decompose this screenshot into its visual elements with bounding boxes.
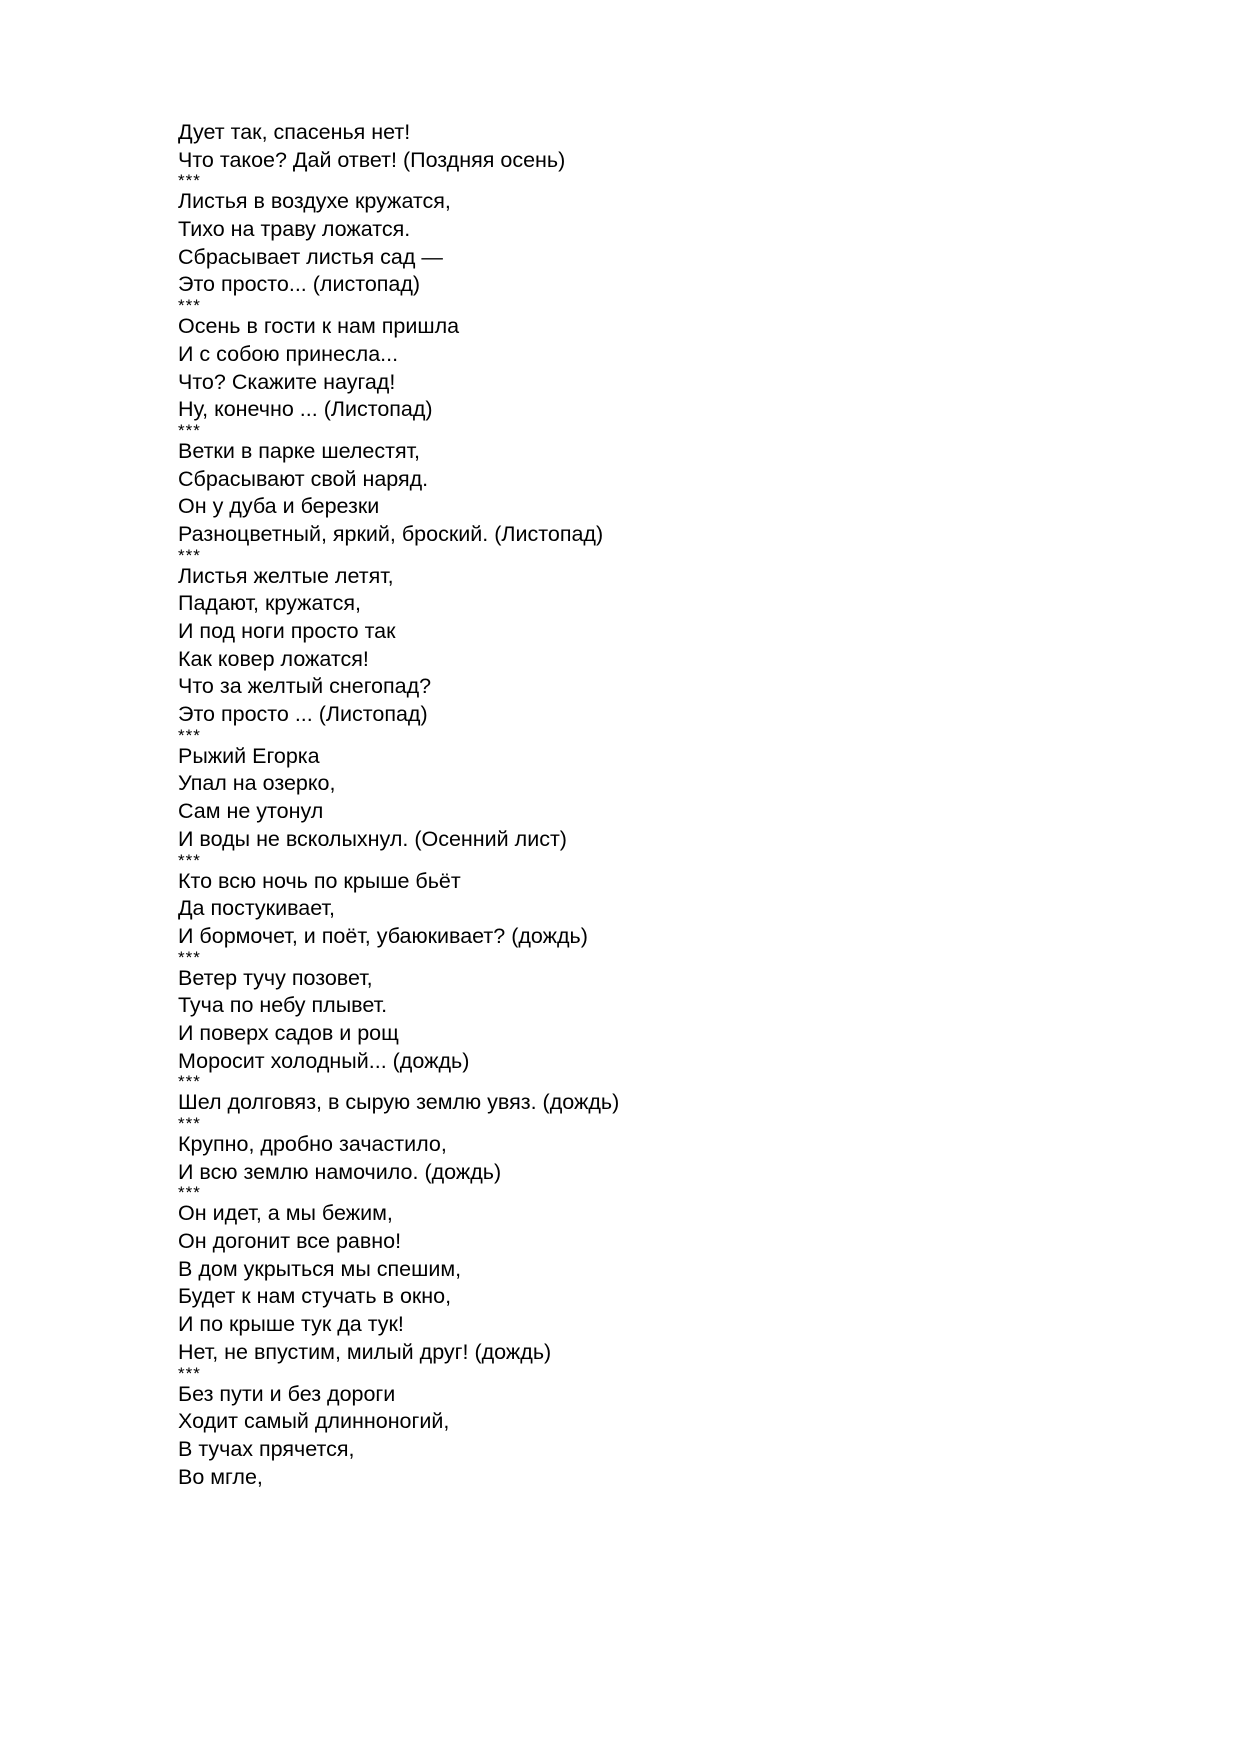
riddle-block [178, 743, 1078, 854]
text-line: Листья в воздухе кружатся, [178, 189, 451, 214]
text-line: Он догонит все равно! [178, 1229, 402, 1254]
text-line: Будет к нам стучать в окно, [178, 1284, 452, 1309]
riddle-block [178, 965, 1078, 1076]
separator: *** [178, 1363, 201, 1383]
text-line: Упал на озерко, [178, 771, 336, 796]
separator: *** [178, 850, 201, 870]
text-line: Осень в гости к нам пришла [178, 314, 460, 339]
text-line: Тихо на траву ложатся. [178, 217, 411, 242]
text-line: В тучах прячется, [178, 1436, 355, 1461]
riddle-block [178, 1200, 1078, 1366]
text-line: И воды не всколыхнул. (Осенний лист) [178, 826, 567, 851]
text-line: Разноцветный, яркий, броский. (Листопад) [178, 521, 604, 546]
text-line: Что? Скажите наугад! [178, 369, 396, 394]
text-line: И по крыше тук да тук! [178, 1312, 404, 1337]
text-line: В дом укрыться мы спешим, [178, 1256, 462, 1281]
separator: *** [178, 545, 201, 565]
riddle-block [178, 438, 1078, 549]
text-line: И поверх садов и рощ [178, 1020, 399, 1045]
riddle-block [178, 1131, 1078, 1186]
separator: *** [178, 171, 201, 191]
text-line: Сам не утонул [178, 799, 324, 824]
riddle-block [178, 119, 1078, 174]
text-line: Кто всю ночь по крыше бьёт [178, 868, 461, 893]
text-line: И бормочет, и поёт, убаюкивает? (дождь) [178, 923, 588, 948]
text-line: Листья желтые летят, [178, 563, 394, 588]
riddle-block [178, 188, 1078, 299]
text-line: Что за желтый снегопад? [178, 674, 432, 699]
text-line: Ветки в парке шелестят, [178, 438, 421, 463]
separator: *** [178, 947, 201, 967]
text-line: И под ноги просто так [178, 619, 396, 643]
text-line: Падают, кружатся, [178, 591, 361, 616]
text-line: Это просто ... (Листопад) [178, 702, 428, 727]
riddle-block [178, 563, 1078, 729]
separator: *** [178, 1114, 201, 1133]
text-line: Шел долговяз, в сырую землю увяз. (дождь) [178, 1090, 620, 1115]
text-line: Что такое? Дай ответ! (Поздняя осень) [178, 147, 566, 172]
text-line: Во мгле, [178, 1464, 263, 1489]
separator: *** [178, 1183, 201, 1203]
text-line: Сбрасывают свой наряд. [178, 466, 429, 491]
text-line: Нет, не впустим, милый друг! (дождь) [178, 1339, 552, 1364]
text-line: Он у дуба и березки [178, 494, 380, 519]
separator: *** [178, 725, 201, 745]
text-line: Да постукивает, [178, 896, 335, 921]
text-line: Как ковер ложатся! [178, 646, 369, 671]
text-line: Дует так, спасенья нет! [178, 120, 411, 144]
text-line: Крупно, дробно зачастило, [178, 1132, 447, 1156]
riddles-text [178, 119, 1078, 1491]
text-line: Ветер тучу позовет, [178, 965, 373, 990]
text-line: Моросит холодный... (дождь) [178, 1048, 470, 1073]
riddle-block [178, 313, 1078, 424]
riddle-block [178, 1089, 1078, 1117]
separator: *** [178, 1072, 201, 1092]
text-line: Ну, конечно ... (Листопад) [178, 397, 433, 422]
riddle-block [178, 1381, 1078, 1492]
separator: *** [178, 296, 201, 316]
text-line: Туча по небу плывет. [178, 993, 388, 1018]
riddle-block [178, 868, 1078, 951]
text-line: И с собою принесла... [178, 341, 399, 366]
text-line: И всю землю намочило. (дождь) [178, 1159, 502, 1184]
separator: *** [178, 420, 201, 440]
text-line: Он идет, а мы бежим, [178, 1201, 393, 1226]
text-line: Это просто... (листопад) [178, 272, 421, 297]
text-line: Ходит самый длинноногий, [178, 1409, 450, 1434]
text-line: Без пути и без дороги [178, 1381, 396, 1406]
text-line: Рыжий Егорка [178, 743, 320, 768]
text-line: Сбрасывает листья сад — [178, 244, 443, 269]
